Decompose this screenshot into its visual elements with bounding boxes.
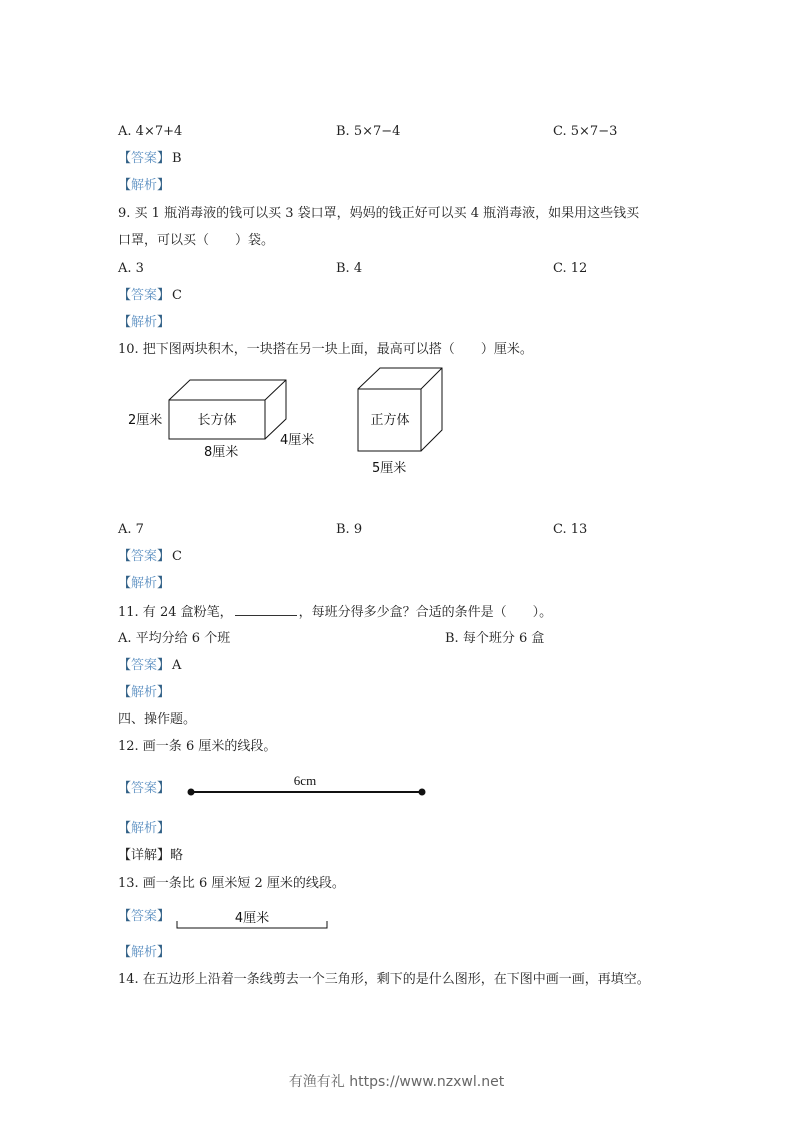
cuboid-height-label: 2厘米 — [128, 413, 163, 428]
q8-option-a: A. 4×7+4 — [118, 124, 183, 139]
q9-question-line1: 9. 买 1 瓶消毒液的钱可以买 3 袋口罩，妈妈的钱正好可以买 4 瓶消毒液，如果用这些钱买 — [118, 206, 640, 221]
q12-answer: 【答案】 — [118, 781, 171, 796]
cuboid-shape — [169, 380, 286, 439]
q13-analysis-label: 【解析】 — [118, 945, 171, 960]
q8-option-c: C. 5×7−3 — [553, 124, 618, 139]
q10-answer: 【答案】 C — [118, 549, 182, 564]
cube-edge-label: 5厘米 — [372, 461, 407, 476]
cube-shape — [358, 368, 442, 451]
q10-question: 10. 把下图两块积木，一块搭在另一块上面，最高可以搭（ ）厘米。 — [118, 342, 533, 357]
q9-analysis-label: 【解析】 — [118, 315, 171, 330]
cuboid-label: 长方体 — [197, 413, 237, 428]
cube-label: 正方体 — [370, 413, 410, 428]
q10-option-a: A. 7 — [118, 522, 144, 537]
q8-answer: 【答案】 B — [118, 151, 182, 166]
q12-segment-label: 6cm — [293, 773, 317, 788]
q13-segment-label: 4厘米 — [234, 911, 270, 926]
q8-option-b: B. 5×7−4 — [336, 124, 401, 139]
section-title: 四、操作题。 — [118, 712, 197, 727]
q9-option-a: A. 3 — [118, 261, 144, 276]
q9-option-c: C. 12 — [553, 261, 588, 276]
q11-answer: 【答案】 A — [118, 658, 182, 673]
q14-question: 14. 在五边形上沿着一条线剪去一个三角形，剩下的是什么图形，在下图中画一画，再填空。 — [118, 972, 650, 987]
q9-option-b: B. 4 — [336, 261, 363, 276]
q12-segment — [188, 789, 426, 796]
q10-option-b: B. 9 — [336, 522, 363, 537]
q11-question: 11. 有 24 盒粉笔， ，每班分得多少盒？合适的条件是（ ）。 — [118, 605, 553, 620]
q13-question: 13. 画一条比 6 厘米短 2 厘米的线段。 — [118, 876, 345, 891]
q10-analysis-label: 【解析】 — [118, 576, 171, 591]
q12-analysis-label: 【解析】 — [118, 821, 171, 836]
q9-question-line2: 口罩，可以买（ ）袋。 — [118, 233, 275, 248]
q13-answer: 【答案】 — [118, 909, 171, 924]
q9-answer: 【答案】 C — [118, 288, 182, 303]
footer-watermark: 有渔有礼 https://www.nzxwl.net — [288, 1074, 505, 1090]
q10-option-c: C. 13 — [553, 522, 588, 537]
q12-detail: 【详解】略 — [118, 848, 184, 863]
q12-question: 12. 画一条 6 厘米的线段。 — [118, 739, 277, 754]
q11-analysis-label: 【解析】 — [118, 685, 171, 700]
cuboid-width-label: 4厘米 — [280, 433, 315, 448]
q11-option-b: B. 每个班分 6 盒 — [445, 631, 545, 646]
cuboid-length-label: 8厘米 — [204, 445, 239, 460]
q11-blank — [235, 604, 297, 616]
q11-option-a: A. 平均分给 6 个班 — [118, 631, 231, 646]
q8-analysis-label: 【解析】 — [118, 178, 171, 193]
